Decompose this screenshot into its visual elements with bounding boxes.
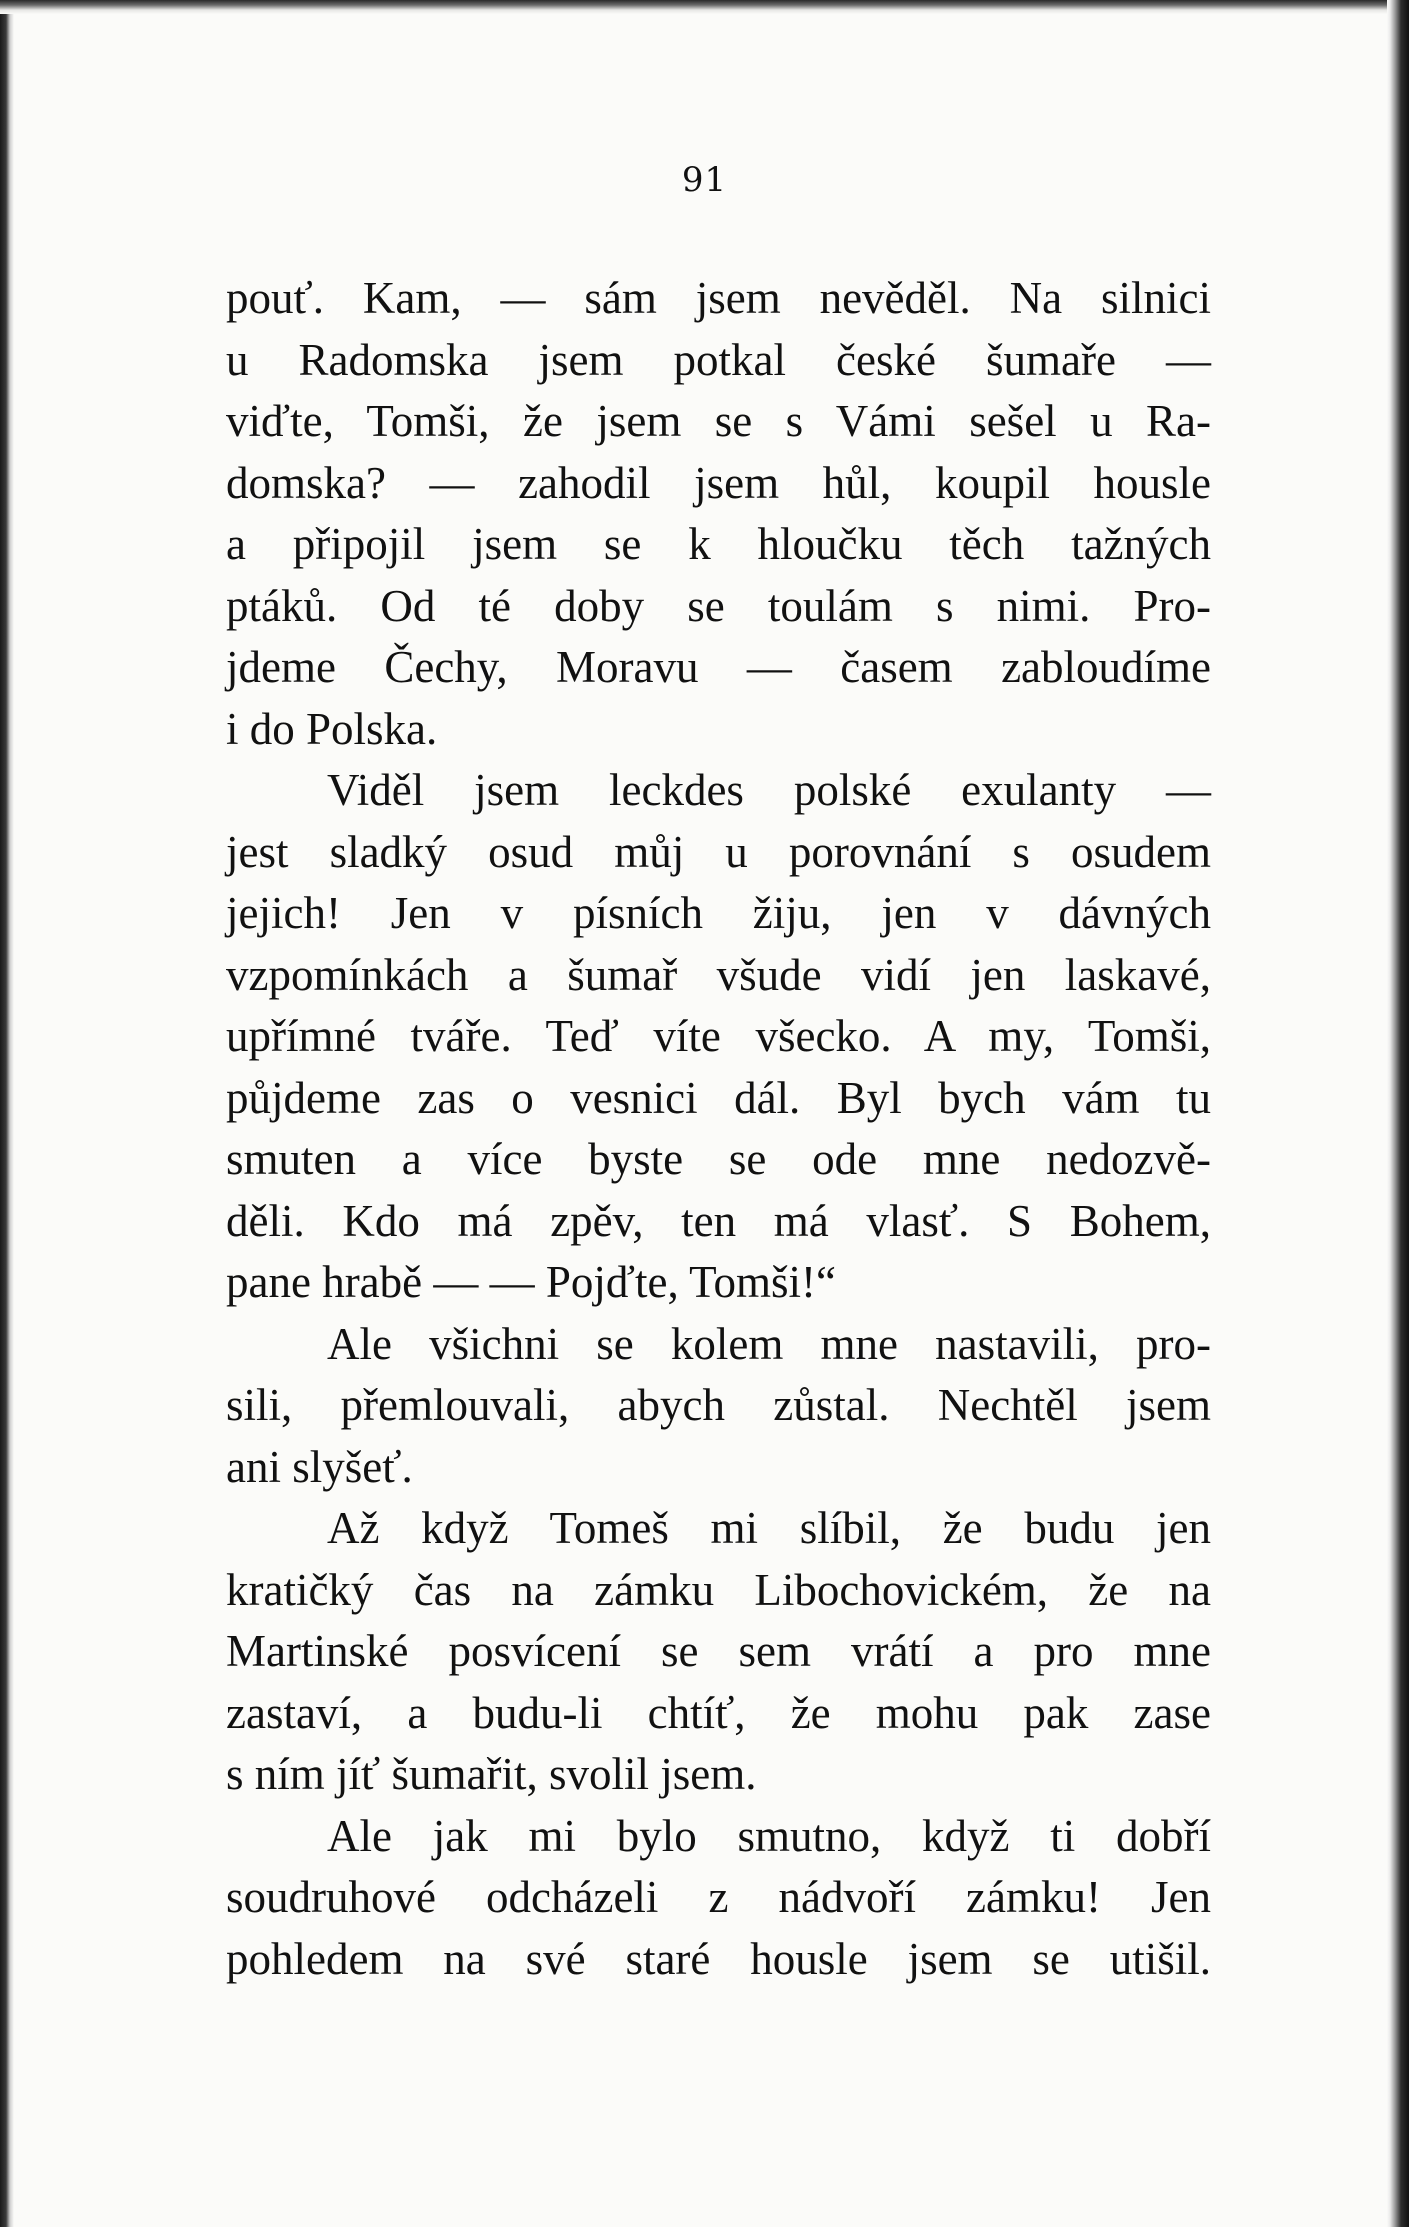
text-line: sili, přemlouvali, abych zůstal. Nechtěl jsem: [226, 1380, 1211, 1430]
text-line: ani slyšeť.: [226, 1441, 413, 1492]
text-line: jdeme Čechy, Moravu — časem zabloudíme: [226, 642, 1211, 692]
text-line: upřímné tváře. Teď víte všecko. A my, Tomši,: [226, 1011, 1211, 1061]
text-line: i do Polska.: [226, 703, 438, 754]
text-line: děli. Kdo má zpěv, ten má vlasť. S Bohem,: [226, 1195, 1211, 1246]
text-line: soudruhové odcházeli z nádvoří zámku! Jen: [226, 1872, 1211, 1922]
text-line: domska? — zahodil jsem hůl, koupil housle: [226, 457, 1211, 508]
text-line: smuten a více byste se ode mne nedozvě-: [226, 1134, 1211, 1184]
text-line: jejich! Jen v písních žiju, jen v dávných: [226, 888, 1211, 938]
text-line: viďte, Tomši, že jsem se s Vámi sešel u Ra-: [226, 396, 1211, 446]
paragraph-start: Ale všichni se kolem mne nastavili, pro-: [327, 1318, 1211, 1369]
text-line: zastaví, a budu-li chtíť, že mohu pak zase: [226, 1687, 1211, 1738]
text-line: s ním jíť šumařit, svolil jsem.: [226, 1749, 757, 1799]
page-number: 91: [681, 160, 728, 200]
text-line: jest sladký osud můj u porovnání s osudem: [226, 826, 1211, 877]
page-edge-top: [0, 0, 1409, 14]
text-line: a připojil jsem se k hloučku těch tažných: [226, 519, 1211, 569]
text-line: kratičký čas na zámku Libochovickém, že na: [226, 1564, 1211, 1615]
text-line: ptáků. Od té doby se toulám s nimi. Pro-: [226, 580, 1211, 631]
page-edge-left: [0, 0, 14, 2227]
text-line: u Radomska jsem potkal české šumaře —: [226, 334, 1211, 385]
paragraph-start: Až když Tomeš mi slíbil, že budu jen: [327, 1503, 1211, 1553]
paragraph-start: Ale jak mi bylo smutno, když ti dobří: [327, 1810, 1211, 1861]
paragraph-start: Viděl jsem leckdes polské exulanty —: [327, 765, 1211, 815]
text-line: vzpomínkách a šumař všude vidí jen laskavé,: [226, 949, 1211, 1000]
text-line: pouť. Kam, — sám jsem nevěděl. Na silnici: [226, 273, 1211, 323]
text-line: Martinské posvícení se sem vrátí a pro mne: [226, 1626, 1211, 1676]
text-line: pohledem na své staré housle jsem se utišil.: [226, 1933, 1211, 1984]
page-edge-right: [1387, 0, 1409, 2227]
text-line: pane hrabě — — Pojďte, Tomši!“: [226, 1257, 836, 1307]
body-text: [226, 268, 1211, 1990]
text-line: půjdeme zas o vesnici dál. Byl bych vám tu: [226, 1072, 1211, 1123]
